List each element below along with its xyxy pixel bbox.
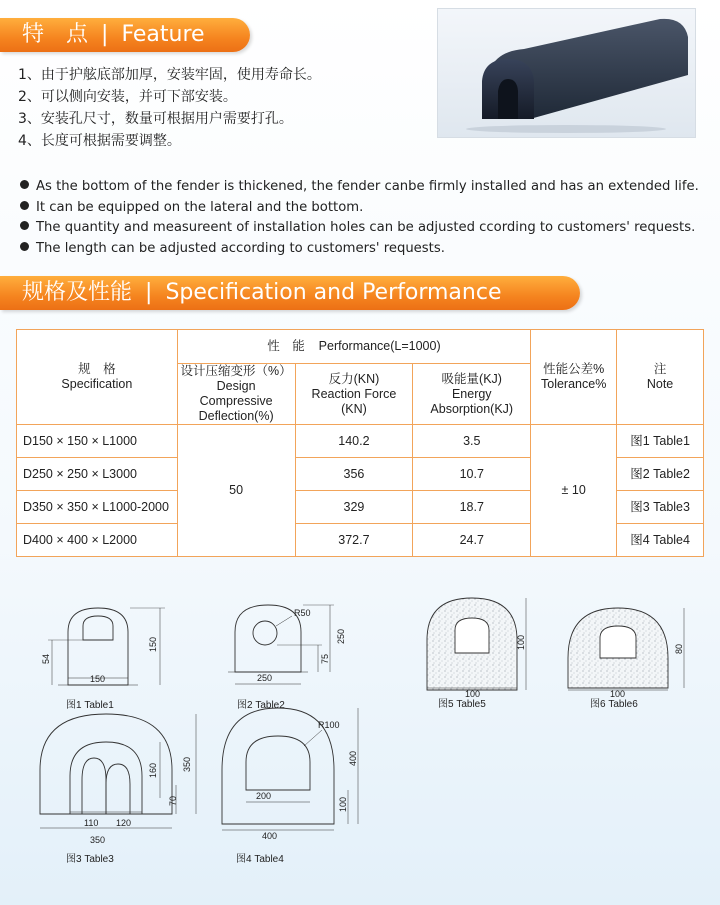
cell-spec: D150 × 150 × L1000	[17, 425, 178, 458]
spec-heading	[0, 276, 580, 310]
feature-point-en: It can be equipped on the lateral and the bottom.	[20, 198, 699, 219]
feature-point-cn: 3、安装孔尺寸，数量可根据用户需要打孔。	[18, 111, 293, 127]
spec-table	[16, 329, 704, 557]
feature-point-cn: 4、长度可根据需要调整。	[18, 133, 181, 149]
dim-label: 75	[320, 653, 330, 664]
header-deflection: 设计压缩变形（%） Design Compressive Deflection(%)	[177, 364, 295, 425]
cell-spec: D250 × 250 × L3000	[17, 458, 178, 491]
cell-force: 372.7	[295, 524, 413, 557]
cell-spec: D400 × 400 × L2000	[17, 524, 178, 557]
caption-table4: 图4 Table4	[236, 854, 284, 865]
dim-label: 200	[256, 791, 272, 801]
dim-label: 250	[336, 628, 346, 644]
cell-note: 图3 Table3	[617, 491, 704, 524]
technical-drawings	[0, 580, 720, 900]
cell-spec: D350 × 350 × L1000-2000	[17, 491, 178, 524]
feature-point-en: As the bottom of the fender is thickened, the fender canbe firmly installed and has an extended life.	[20, 177, 699, 198]
table-row	[17, 425, 704, 458]
cell-tolerance: ± 10	[531, 425, 617, 557]
feature-heading	[0, 18, 250, 52]
header-performance: 性 能 Performance(L=1000)	[177, 330, 531, 364]
drawing-table3	[40, 714, 196, 828]
product-photo	[437, 8, 696, 138]
dim-label: 150	[90, 674, 106, 684]
dim-label: R100	[318, 720, 340, 730]
caption-table3: 图3 Table3	[66, 854, 114, 865]
feature-point-cn: 2、可以侧向安装，并可下部安装。	[18, 89, 237, 105]
dim-label: R50	[294, 608, 311, 618]
dim-label: 120	[116, 818, 132, 828]
bullet-icon	[20, 180, 29, 189]
dim-label: 100	[610, 689, 626, 699]
dim-label: 400	[262, 831, 278, 841]
header-reaction-force: 反力(KN) Reaction Force (KN)	[295, 364, 413, 425]
header-spec: 规 格 Specification	[17, 330, 178, 425]
cell-note: 图2 Table2	[617, 458, 704, 491]
dim-label: 54	[41, 653, 51, 664]
dim-label: 400	[348, 750, 358, 766]
spec-heading-en: Specification and Performance	[165, 280, 502, 305]
dim-label: 150	[148, 636, 158, 652]
dim-label: 70	[168, 795, 178, 806]
feature-list-en	[20, 177, 699, 259]
header-tolerance: 性能公差% Tolerance%	[531, 330, 617, 425]
feature-point-en: The quantity and measureent of installation holes can be adjusted ccording to customers' requests.	[20, 218, 699, 239]
dim-label: 100	[465, 689, 481, 699]
cell-energy: 24.7	[413, 524, 531, 557]
dim-label: 350	[182, 756, 192, 772]
bullet-icon	[20, 201, 29, 210]
feature-point-en: The length can be adjusted according to customers' requests.	[20, 239, 699, 260]
dim-label: 350	[90, 835, 106, 845]
bullet-icon	[20, 221, 29, 230]
cell-force: 329	[295, 491, 413, 524]
heading-separator: |	[101, 22, 109, 47]
cell-energy: 3.5	[413, 425, 531, 458]
dim-label: 100	[338, 796, 348, 812]
drawing-table6	[568, 608, 684, 690]
cell-force: 356	[295, 458, 413, 491]
header-energy: 吸能量(KJ) Energy Absorption(KJ)	[413, 364, 531, 425]
feature-heading-cn: 特 点	[22, 22, 89, 47]
header-note: 注 Note	[617, 330, 704, 425]
heading-separator: |	[145, 280, 153, 305]
cell-note: 图1 Table1	[617, 425, 704, 458]
caption-table1: 图1 Table1	[66, 700, 114, 711]
caption-table5: 图5 Table5	[438, 699, 486, 710]
dim-label: 110	[84, 818, 99, 828]
feature-list-cn	[18, 64, 321, 152]
caption-table6: 图6 Table6	[590, 699, 638, 710]
dim-label: 100	[516, 634, 526, 650]
feature-point-cn: 1、由于护舷底部加厚，安装牢固，使用寿命长。	[18, 67, 321, 83]
drawing-table2	[228, 605, 334, 684]
cell-deflection: 50	[177, 425, 295, 557]
drawing-table5	[427, 598, 526, 690]
cell-energy: 10.7	[413, 458, 531, 491]
spec-heading-cn: 规格及性能	[22, 280, 133, 305]
cell-note: 图4 Table4	[617, 524, 704, 557]
dim-label: 160	[148, 762, 158, 778]
cell-force: 140.2	[295, 425, 413, 458]
cell-energy: 18.7	[413, 491, 531, 524]
dim-label: 250	[257, 673, 273, 683]
caption-table2: 图2 Table2	[237, 700, 285, 711]
dim-label: 80	[674, 643, 684, 654]
bullet-icon	[20, 242, 29, 251]
feature-heading-en: Feature	[121, 22, 205, 47]
